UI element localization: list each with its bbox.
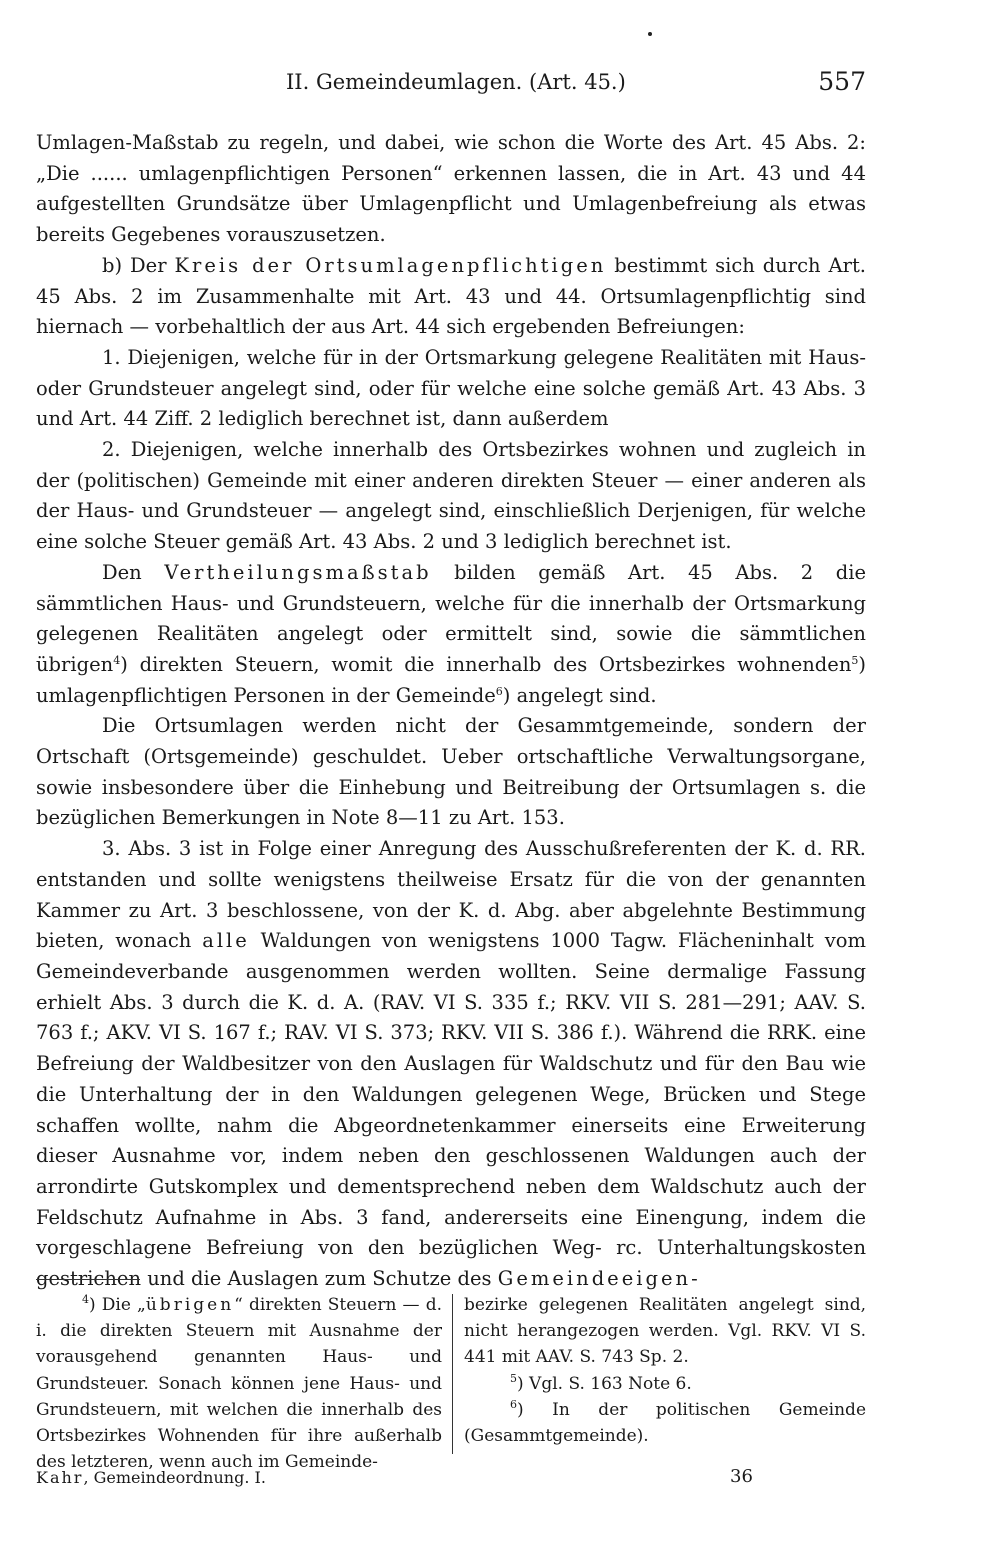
footer-imprint	[36, 1468, 266, 1487]
p2-text-cont: bestimmt sich durch Art. 45 Abs. 2 im Zusammenhalte mit Art. 43 und 44. Ortsumlagenpflichtig sind hiernach — vorbehaltlich der aus Art. 44 sich ergebenden Befreiungen:	[36, 253, 866, 339]
p5-text-d: ) angelegt sind.	[502, 683, 657, 707]
footnote-6-mark: 6	[510, 1397, 517, 1411]
footnote-4-text: “ direkten Steuern — d. i. die direkten Steuern mit Ausnahme der vorausgehend genannten Haus- und Grundsteuer. Sonach können jene Haus- und Grundsteuern, mit welchen die innerhalb des Ortsbezirkes Wohnenden für ihre außerhalb des letzteren, wenn auch im Gemeinde-	[36, 1295, 442, 1473]
header-title: II. Gemeindeumlagen. (Art. 45.)	[286, 70, 626, 94]
footnote-5	[464, 1371, 866, 1397]
footnote-5-text: ) Vgl. S. 163 Note 6.	[517, 1373, 692, 1394]
p5-text: Den	[102, 560, 165, 584]
footnote-6-text: ) In der politischen Gemeinde (Gesammtgemeinde).	[464, 1399, 866, 1447]
footnote-column-left	[36, 1292, 442, 1475]
p5-text-a: bilden gemäß Art. 45 Abs. 2 die sämmtlichen Haus- und Grundsteuern, welche für die innerhalb der Ortsmarkung gelegenen Realitäten angelegt oder ermittelt sind, sowie die sämmtlichen übrigen	[36, 560, 866, 676]
footnote-4-mark: 4	[82, 1293, 89, 1306]
paragraph-1: Umlagen-Maßstab zu regeln, und dabei, wie schon die Worte des Art. 45 Abs. 2: „Die ...... umlagenpflichtigen Personen“ erkennen lassen, die in Art. 43 und 44 aufgestellten Grundsätze über Umlagenpflicht und Umlagenbefreiung als etwas bereits Gegebenes vorauszusetzen.	[36, 131, 866, 247]
running-header	[36, 67, 866, 104]
paragraph-2	[36, 251, 866, 343]
footnote-ref-5[interactable]: 5	[851, 653, 859, 667]
footnote-column-right	[464, 1292, 866, 1449]
page-number: 557	[818, 67, 866, 96]
footnote-4-pre: ) Die „	[89, 1295, 146, 1315]
column-divider	[452, 1294, 453, 1454]
p7-text: 3. Abs. 3 ist in Folge einer Anregung des Ausschußreferenten der K. d. RR. entstanden und sollte wenigstens theilweise Ersatz für die von der genannten Kammer zu Art. 3 beschlossene, von der K. d. Abg. aber abgelehnte Bestimmung bieten, wonach	[36, 837, 866, 953]
footnote-ref-4[interactable]: 4	[113, 653, 121, 667]
p2-emphasis: Kreis der Ortsumlagenpflichtigen	[174, 253, 607, 277]
paragraph-4: 2. Diejenigen, welche innerhalb des Ortsbezirkes wohnen und zugleich in der (politischen) Gemeinde mit einer anderen direkten Steuer — einer anderen als der Haus- und Grundsteuer — angelegt sind, einschließlich Derjenigen, für welche eine solche Steuer gemäß Art. 43 Abs. 2 und 3 lediglich berechnet ist.	[36, 438, 866, 554]
footnote-ref-6[interactable]: 6	[495, 684, 503, 698]
p5-emphasis: Vertheilungsmaßstab	[164, 560, 432, 584]
p5-text-b: ) direkten Steuern, womit die innerhalb des Ortsbezirkes wohnenden	[120, 652, 852, 676]
footnotes	[36, 1292, 866, 1473]
footnote-4-continued: bezirke gelegenen Realitäten angelegt sind, nicht herangezogen werden. Vgl. RKV. VI S. 441 mit AAV. S. 743 Sp. 2.	[464, 1295, 866, 1368]
p2-text: b) Der	[102, 253, 175, 277]
footer-book: , Gemeindeordnung. I.	[83, 1468, 266, 1487]
footnote-5-mark: 5	[510, 1371, 517, 1385]
footnote-4-emphasis: übrigen	[145, 1295, 235, 1315]
p7-emphasis-end: Gemeindeeigen-	[497, 1267, 701, 1291]
footnote-4	[36, 1292, 442, 1475]
p7-emphasis: alle	[202, 929, 250, 953]
paragraph-7	[36, 834, 866, 1295]
signature-mark: 36	[730, 1466, 753, 1487]
footer-author: Kahr	[36, 1468, 84, 1487]
footnote-6	[464, 1397, 866, 1449]
paragraph-6: Die Ortsumlagen werden nicht der Gesammtgemeinde, sondern der Ortschaft (Ortsgemeinde) geschuldet. Ueber ortschaftliche Verwaltungsorgane, sowie insbesondere über die Einhebung und Beitreibung der Ortsumlagen s. die bezüglichen Bemerkungen in Note 8—11 zu Art. 153.	[36, 714, 866, 830]
p5-text-c: ) umlagenpflichtigen Personen in der Gemeinde	[36, 652, 866, 707]
ink-speck	[648, 32, 652, 36]
footnote-separator	[36, 1279, 140, 1280]
p7-text-cont: Waldungen von wenigstens 1000 Tagw. Flächeninhalt vom Gemeindeverbande ausgenommen werden wollten. Seine dermalige Fassung erhielt Abs. 3 durch die K. d. A. (RAV. VI S. 335 f.; RKV. VII S. 281—291; AAV. S. 763 f.; AKV. VI S. 167 f.; RAV. VI S. 373; RKV. VII S. 386 f.). Während die RRK. eine Befreiung der Waldbesitzer von den Auslagen für Waldschutz und für den Bau wie die Unterhaltung der in den Waldungen gelegenen Wege, Brücken und Stege schaffen wollte, nahm die Abgeordnetenkammer einerseits eine Erweiterung dieser Ausnahme vor, indem neben den geschlossenen Waldungen auch der arrondirte Gutskomplex und dementsprechend neben dem Waldschutz auch der Feldschutz Aufnahme in Abs. 3 fand, andererseits eine Einengung, indem die vorgeschlagene Befreiung von den bezüglichen Weg- rc. Unterhaltungskosten gestrichen und die Auslagen zum Schutze des	[36, 929, 866, 1291]
paragraph-5	[36, 558, 866, 712]
paragraph-3: 1. Diejenigen, welche für in der Ortsmarkung gelegene Realitäten mit Haus- oder Grundsteuer angelegt sind, oder für welche eine solche gemäß Art. 43 Abs. 3 und Art. 44 Ziff. 2 lediglich berechnet ist, dann außerdem	[36, 345, 866, 431]
main-text	[36, 128, 866, 1295]
